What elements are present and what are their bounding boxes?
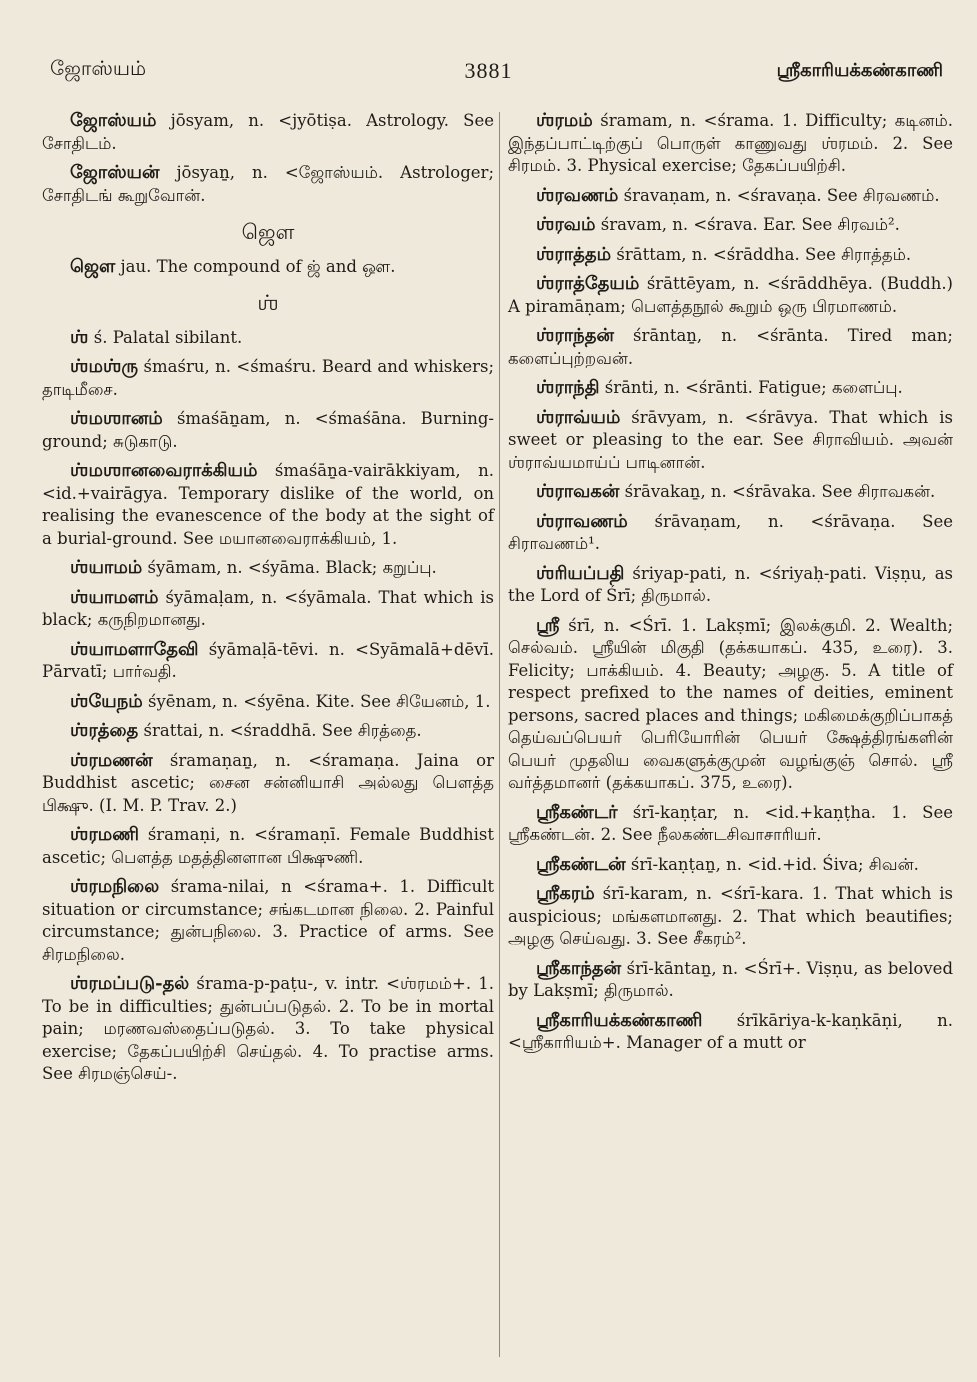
dictionary-entry xyxy=(508,883,953,951)
entry-definition: śyāmam, n. <śyāma. Black; கறுப்பு. xyxy=(147,558,437,577)
header-right-guideword: ஸ்ரீகாரியக்கண்காணி xyxy=(776,60,943,81)
entry-definition: jōsyam, n. <jyōtiṣa. Astrology. See சோதிடம். xyxy=(42,111,495,153)
entry-headword: ஜோஸ்யன் xyxy=(70,162,160,183)
right-column xyxy=(508,110,953,1062)
entry-headword: ஸ்ரீ xyxy=(536,614,560,636)
header-left-guideword: ஜோஸ்யம் xyxy=(50,56,147,80)
dictionary-entry xyxy=(508,958,953,1003)
dictionary-entry xyxy=(508,407,953,475)
entry-headword: ஶ்ரமணி xyxy=(70,824,140,845)
entry-headword: ஶ்ராந்தி xyxy=(536,377,600,398)
entry-definition: śrāttam, n. <śrāddha. See சிராத்தம். xyxy=(616,244,912,264)
entry-headword: ஶ்ராந்தன் xyxy=(536,325,614,346)
dictionary-entry xyxy=(508,185,953,208)
entry-definition: śrāvaṇam, n. <śrāvaṇa. See சிராவணம்¹. xyxy=(508,511,954,553)
entry-definition: śrī-kaṇṭar, n. <id.+kaṇṭha. 1. See ஸ்ரீகண்டன். 2. See நீலகண்டசிவாசாரியர். xyxy=(508,802,953,844)
dictionary-entry xyxy=(508,563,953,608)
entry-definition: śramaṇi, n. <śramaṇī. Female Buddhist ascetic; பௌத்த மதத்தினளான பிக்ஷுணி. xyxy=(42,825,494,867)
entry-headword: ஶ்ராவகன் xyxy=(536,481,620,502)
entry-headword: ஜௌ xyxy=(70,255,116,277)
entry-headword: ஶ்யாமம் xyxy=(70,557,143,578)
entry-definition: śramaṇaṉ, n. <śramaṇa. Jaina or Buddhist ascetic; சைன சன்னியாசி அல்லது பௌத்த பிக்ஷு. (I. M. P. Trav. 2.) xyxy=(42,750,495,815)
dictionary-entry xyxy=(508,273,953,318)
entry-definition: śmaśru, n. <śmaśru. Beard and whiskers; தாடிமீசை. xyxy=(42,357,495,399)
entry-headword: ஶ்ரமணன் xyxy=(70,749,153,771)
dictionary-entry xyxy=(42,162,494,207)
entry-definition: śramam, n. <śrama. 1. Difficulty; கடினம். இந்தப்பாட்டிற்குப் பொருள் காணுவது ஶ்ரமம். 2. See சிரமம். 3. Physical exercise; தேகப்பயிற்சி. xyxy=(508,111,953,175)
entry-headword: ஶ்மஶானம் xyxy=(70,408,163,429)
section-heading: ஜௌ xyxy=(241,220,295,244)
entry-definition: śrī-karam, n. <śrī-kara. 1. That which is auspicious; மங்களமானது. 2. That which beautifies; அழகு செய்வது. 3. See சீகரம்². xyxy=(508,884,953,948)
entry-definition: śrāvyam, n. <śrāvya. That which is sweet or pleasing to the ear. See சிராவியம். அவன் ஶ்ராவ்யமாய்ப் பாடினான். xyxy=(508,407,953,472)
entry-definition: jōsyaṉ, n. <ஜோஸ்யம். Astrologer; சோதிடங் கூறுவோன். xyxy=(42,163,494,205)
entry-headword: ஸ்ரீகரம் xyxy=(536,883,595,904)
dictionary-entry xyxy=(508,802,953,847)
entry-definition: ś. Palatal sibilant. xyxy=(93,327,243,347)
dictionary-entry xyxy=(42,639,494,684)
dictionary-entry xyxy=(42,408,494,453)
dictionary-entry xyxy=(42,824,494,869)
dictionary-entry xyxy=(42,327,494,350)
entry-definition: śrattai, n. <śraddhā. See சிரத்தை. xyxy=(143,721,422,740)
entry-headword: ஶ்மஶ்ரு xyxy=(70,356,139,377)
entry-definition: śrī, n. <Śrī. 1. Lakṣmī; இலக்குமி. 2. Wealth; செல்வம். ஸ்ரீயின் மிகுதி (தக்கயாகப். 435, உரை). 3. Felicity; பாக்கியம். 4. Beauty; அழகு. 5. A title of respect prefixed to the names of deities, eminent persons, sacred places and things; மகிமைக்குறிப்பாகத் தெய்வப்பெயர் பெரியோரின் பெயர் க்ஷேத்திரங்களின் பெயர் முதலிய வைகளுக்குமுன் வழங்குஞ் சொல். ஸ்ரீ வர்த்தமானர் (தக்கயாகப். 375, உரை). xyxy=(508,615,954,792)
entry-headword: ஸ்ரீகாரியக்கண்காணி xyxy=(536,1009,703,1031)
entry-headword: ஶ்ரமம் xyxy=(536,110,593,131)
entry-headword: ஶ்ரியப்பதி xyxy=(536,562,625,584)
entry-headword: ஸ்ரீகண்டன் xyxy=(536,853,626,875)
entry-headword: ஶ்யாமளாதேவி xyxy=(70,638,199,660)
entry-definition: śmaśāṉa-vairākkiyam, n. <id.+vairāgya. Temporary dislike of the world, on realising the evanescence of the body at the sight of a burial-ground. See மயானவைராக்கியம், 1. xyxy=(42,461,494,548)
entry-definition: śrīkāriya-k-kaṇkāṇi, n. <ஸ்ரீகாரியம்+. Manager of a mutt or xyxy=(508,1010,953,1052)
entry-definition: śriyap-pati, n. <śriyaḥ-pati. Viṣṇu, as the Lord of Śrī; திருமால். xyxy=(508,563,954,605)
page-number: 3881 xyxy=(464,58,513,83)
dictionary-entry xyxy=(42,720,494,743)
entry-headword: ஶ்ரவணம் xyxy=(536,184,619,206)
entry-definition: śrāttēyam, n. <śrāddhēya. (Buddh.) A piramāṇam; பௌத்தநூல் கூறும் ஒரு பிரமாணம். xyxy=(508,274,953,316)
dictionary-entry xyxy=(508,1010,953,1055)
dictionary-entry xyxy=(42,876,494,966)
entry-headword: ஜோஸ்யம் xyxy=(70,110,157,131)
entry-definition: śrī-kaṇṭaṉ, n. <id.+id. Śiva; சிவன். xyxy=(630,854,919,874)
entry-headword: ஶ் xyxy=(70,326,89,348)
entry-definition: śrama-nilai, n <śrama+. 1. Difficult situation or circumstance; சங்கடமான நிலை. 2. Painful circumstance; துன்பநிலை. 3. Practice of arms. See சிரமநிலை. xyxy=(42,877,494,964)
dictionary-entry xyxy=(42,587,494,632)
dictionary-entry xyxy=(42,256,494,279)
entry-definition: śrāvakaṉ, n. <śrāvaka. See சிராவகன். xyxy=(624,482,936,501)
entry-headword: ஶ்மஶானவைராக்கியம் xyxy=(70,460,258,481)
entry-headword: ஶ்ரமநிலை xyxy=(70,876,160,897)
dictionary-entry xyxy=(508,377,953,400)
entry-definition: śrāntaṉ, n. <śrānta. Tired man; களைப்புற்றவன். xyxy=(508,326,953,368)
dictionary-entry xyxy=(42,557,494,580)
entry-headword: ஶ்ராத்தம் xyxy=(536,243,612,265)
entry-definition: jau. The compound of ஜ் and ஔ. xyxy=(120,256,396,276)
entry-headword: ஶ்ரவம் xyxy=(536,214,596,235)
entry-headword: ஶ்ரமப்படு-தல் xyxy=(70,973,190,994)
dictionary-entry xyxy=(508,511,953,556)
dictionary-entry xyxy=(42,691,494,714)
dictionary-entry xyxy=(508,325,953,370)
dictionary-entry xyxy=(508,244,953,267)
dictionary-entry xyxy=(508,214,953,237)
dictionary-entry xyxy=(508,854,953,877)
entry-headword: ஶ்ராத்தேயம் xyxy=(536,273,640,294)
entry-definition: śravam, n. <śrava. Ear. See சிரவம்². xyxy=(600,215,900,234)
dictionary-entry xyxy=(508,110,953,178)
entry-headword: ஶ்யாமளம் xyxy=(70,586,159,608)
entry-headword: ஸ்ரீகாந்தன் xyxy=(536,957,622,979)
entry-definition: śyāmaḷam, n. <śyāmala. That which is black; கருநிறமானது. xyxy=(42,587,495,629)
entry-headword: ஸ்ரீகண்டர் xyxy=(536,801,618,823)
dictionary-entry xyxy=(508,615,953,795)
entry-definition: śrī-kāntaṉ, n. <Śrī+. Viṣṇu, as beloved by Lakṣmī; திருமால். xyxy=(508,958,954,1000)
dictionary-entry xyxy=(42,356,494,401)
entry-definition: śrama-p-paṭu-, v. intr. <ஶ்ரமம்+. 1. To be in difficulties; துன்பப்படுதல். 2. To be in mortal pain; மரணவஸ்தைப்படுதல். 3. To take physical exercise; தேகப்பயிற்சி செய்தல். 4. To practise arms. See சிரமஞ்செய்-. xyxy=(42,974,494,1083)
left-column xyxy=(42,110,494,1093)
dictionary-entry xyxy=(508,481,953,504)
dictionary-entry xyxy=(42,460,494,550)
entry-headword: ஶ்ராவ்யம் xyxy=(536,406,621,428)
entry-definition: śyēnam, n. <śyēna. Kite. See சியேனம், 1. xyxy=(147,691,491,711)
dictionary-entry xyxy=(42,973,494,1086)
entry-headword: ஶ்ரத்தை xyxy=(70,720,139,741)
column-divider xyxy=(499,112,500,1357)
dictionary-entry xyxy=(42,750,494,818)
entry-definition: śravaṇam, n. <śravaṇa. See சிரவணம். xyxy=(623,185,940,205)
entry-definition: śyāmaḷā-tēvi. n. <Syāmalā+dēvī. Pārvatī; பார்வதி. xyxy=(42,639,495,681)
section-heading: ஶ் xyxy=(257,291,279,315)
entry-definition: śrānti, n. <śrānti. Fatigue; களைப்பு. xyxy=(604,378,903,397)
entry-definition: śmaśāṉam, n. <śmaśāna. Burning-ground; சுடுகாடு. xyxy=(42,409,494,451)
entry-headword: ஶ்யேநம் xyxy=(70,690,143,712)
dictionary-entry xyxy=(42,110,494,155)
entry-headword: ஶ்ராவணம் xyxy=(536,510,628,532)
page-header xyxy=(0,56,977,96)
